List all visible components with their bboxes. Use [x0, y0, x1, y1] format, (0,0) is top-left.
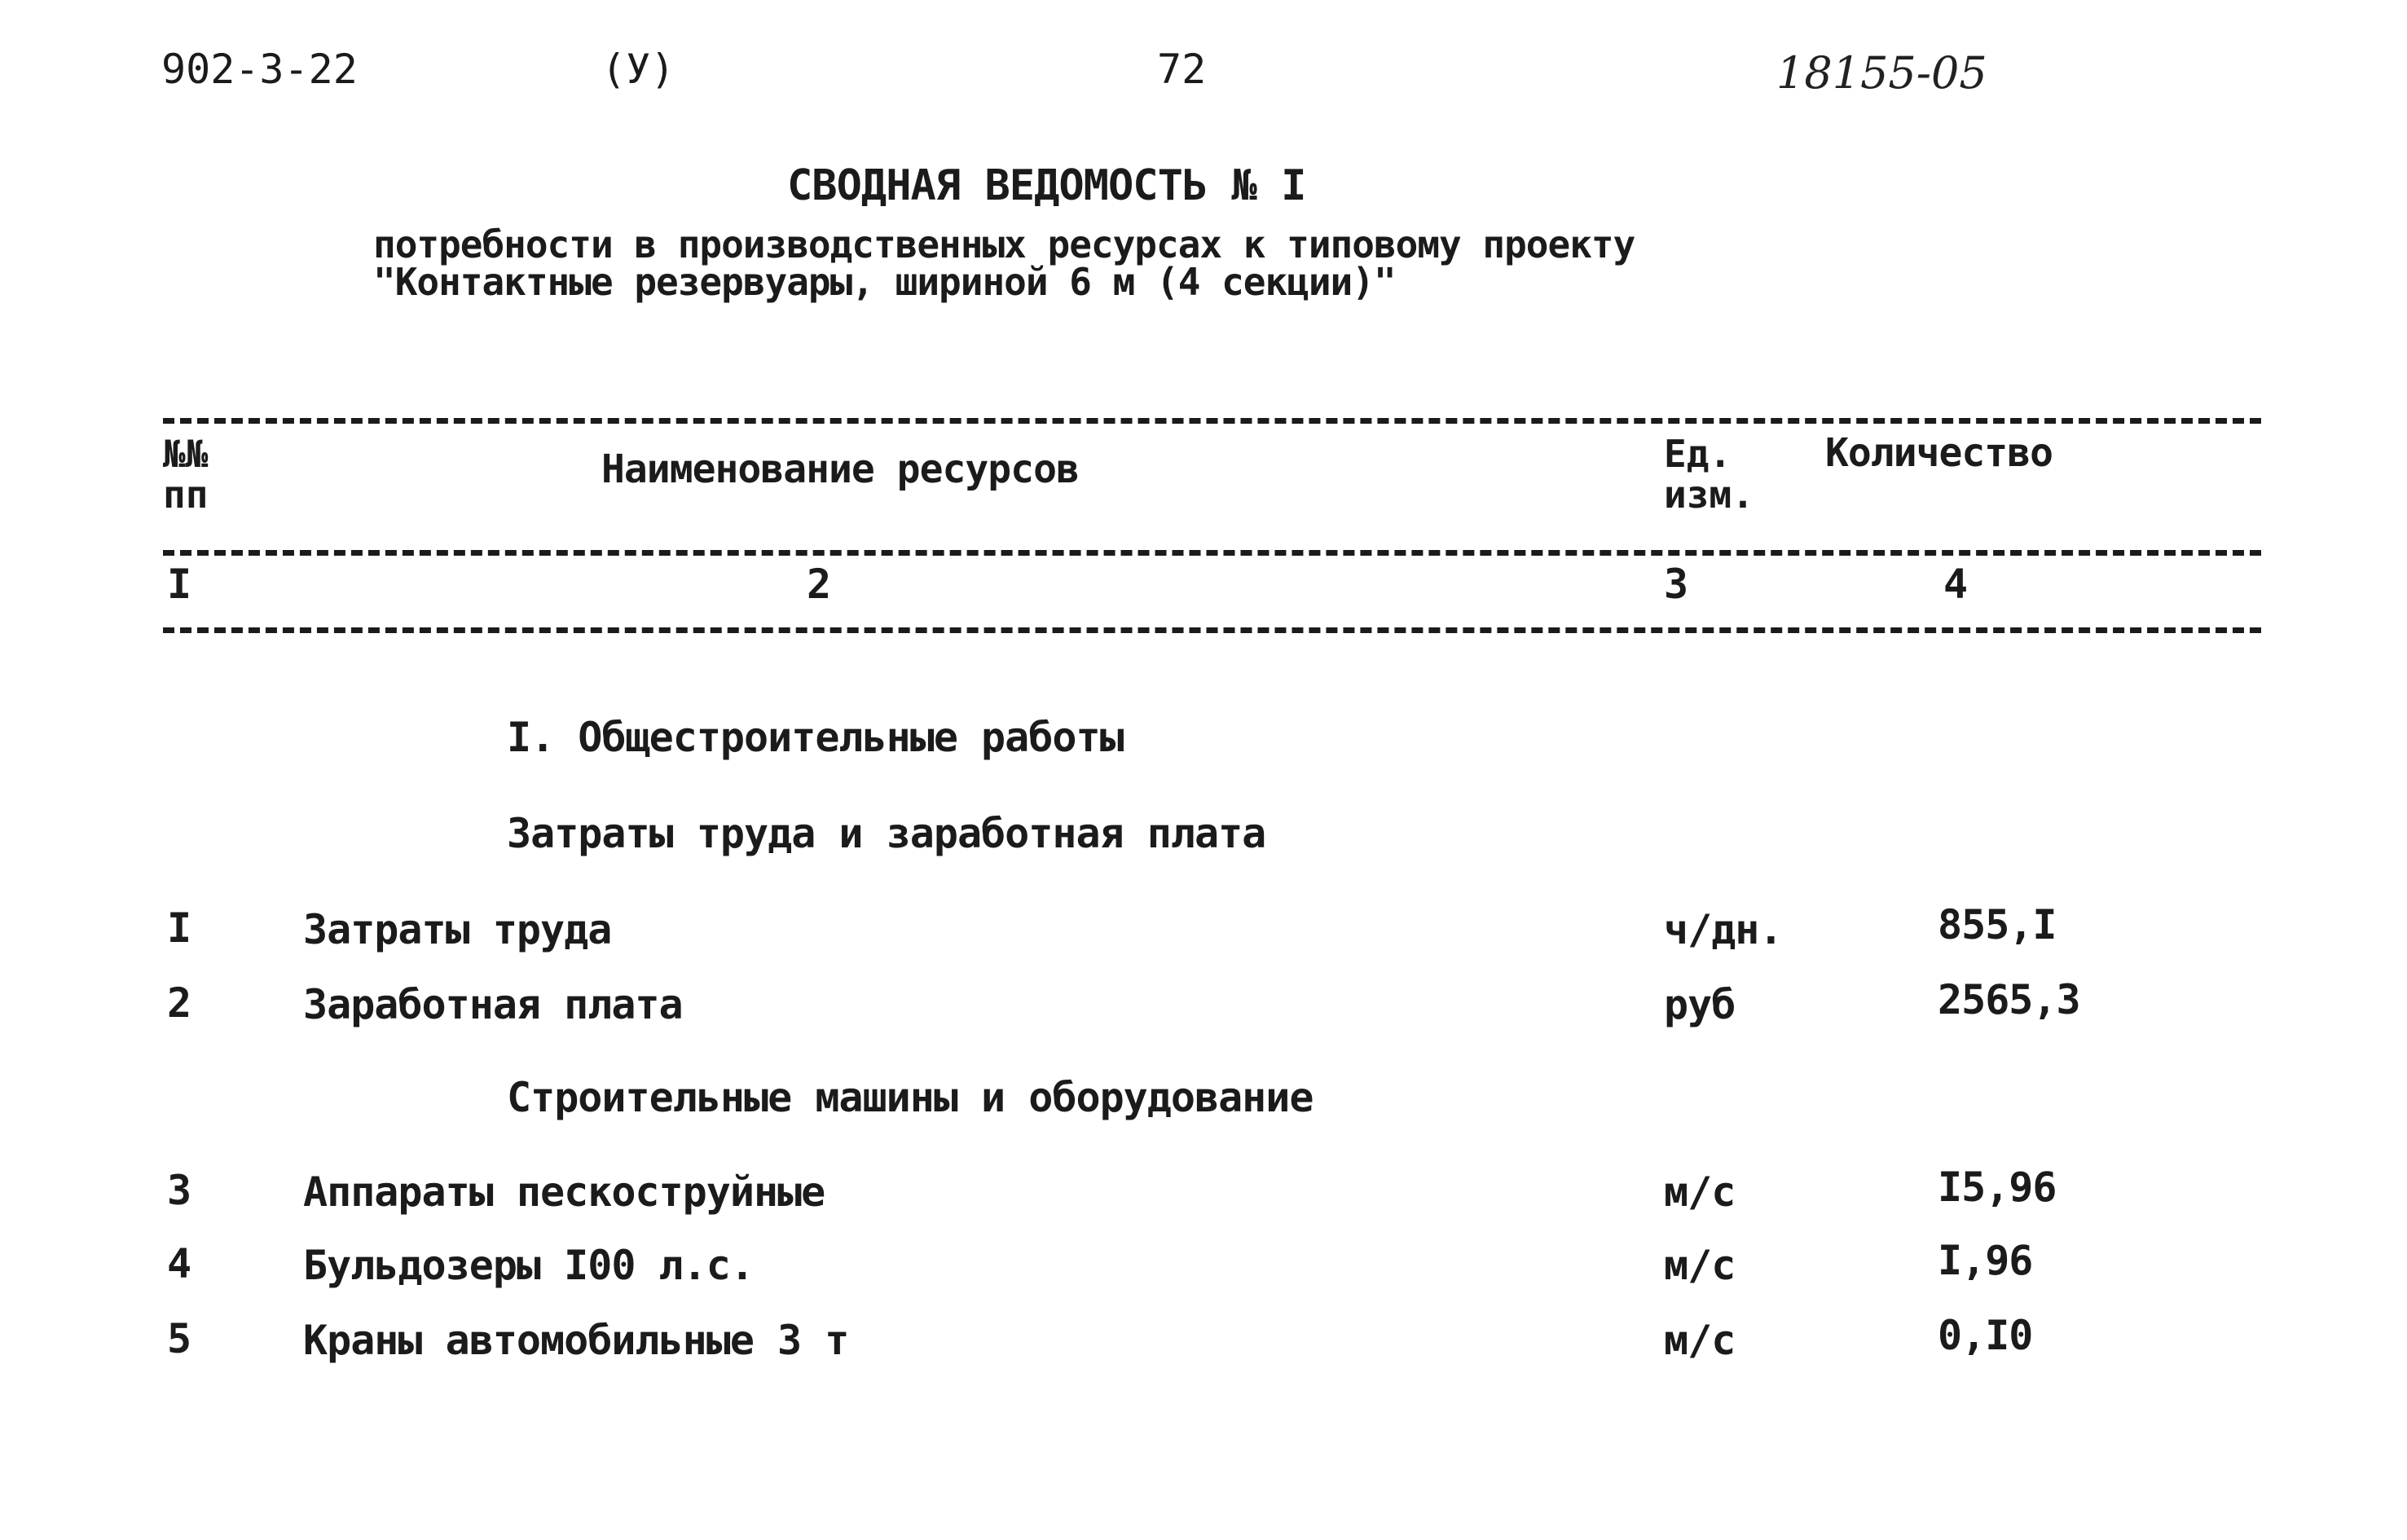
row-quantity: I5,96: [1938, 1164, 2057, 1211]
row-number: 5: [167, 1315, 191, 1362]
row-quantity: 0,I0: [1938, 1312, 2033, 1359]
table-header-bottom-rule: [163, 627, 2261, 633]
project-code: 902-3-22: [161, 46, 358, 93]
row-unit: руб: [1664, 981, 1736, 1028]
header-quantity: Количество: [1825, 430, 2053, 476]
table-top-rule: [163, 418, 2261, 424]
header-divider-rule: [163, 550, 2261, 556]
row-unit: м/с: [1664, 1168, 1736, 1216]
document-title: СВОДНАЯ ВЕДОМОСТЬ № I: [787, 161, 1306, 210]
row-quantity: I,96: [1938, 1237, 2033, 1284]
row-resource-name: Аппараты пескоструйные: [303, 1168, 825, 1216]
column-number-3: 3: [1664, 561, 1689, 608]
header-no-line-1: №№: [163, 432, 209, 476]
mark: (У): [601, 46, 675, 93]
header-unit-line-1: Ед.: [1664, 432, 1732, 476]
row-quantity: 855,I: [1938, 901, 2057, 948]
subsection-title: Строительные машины и оборудование: [507, 1074, 1314, 1121]
row-unit: ч/дн.: [1664, 906, 1783, 953]
row-resource-name: Заработная плата: [303, 981, 683, 1028]
subtitle-line-1: потребности в производственных ресурсах к типовому проекту: [373, 222, 1635, 266]
subsection-title: Затраты труда и заработная плата: [507, 810, 1266, 857]
header-resource-name: Наименование ресурсов: [601, 447, 1079, 492]
inventory-number: 18155-05: [1776, 47, 1987, 99]
row-resource-name: Бульдозеры I00 л.с.: [303, 1242, 754, 1289]
subtitle-line-2: "Контактные резервуары, шириной 6 м (4 секции)": [373, 260, 1396, 304]
section-title: I. Общестроительные работы: [507, 714, 1124, 761]
row-unit: м/с: [1664, 1242, 1736, 1289]
row-number: 3: [167, 1167, 191, 1214]
row-number: 2: [167, 979, 191, 1027]
row-resource-name: Затраты труда: [303, 906, 612, 953]
page-number: 72: [1157, 46, 1207, 93]
header-unit-line-2: изм.: [1664, 473, 1754, 517]
column-number-2: 2: [807, 561, 832, 608]
row-unit: м/с: [1664, 1317, 1736, 1364]
row-resource-name: Краны автомобильные 3 т: [303, 1317, 849, 1364]
row-quantity: 2565,3: [1938, 976, 2080, 1023]
row-number: 4: [167, 1240, 191, 1287]
column-number-1: I: [167, 561, 192, 608]
column-number-4: 4: [1943, 561, 1969, 608]
header-no-line-2: пп: [163, 473, 209, 517]
row-number: I: [167, 904, 191, 952]
